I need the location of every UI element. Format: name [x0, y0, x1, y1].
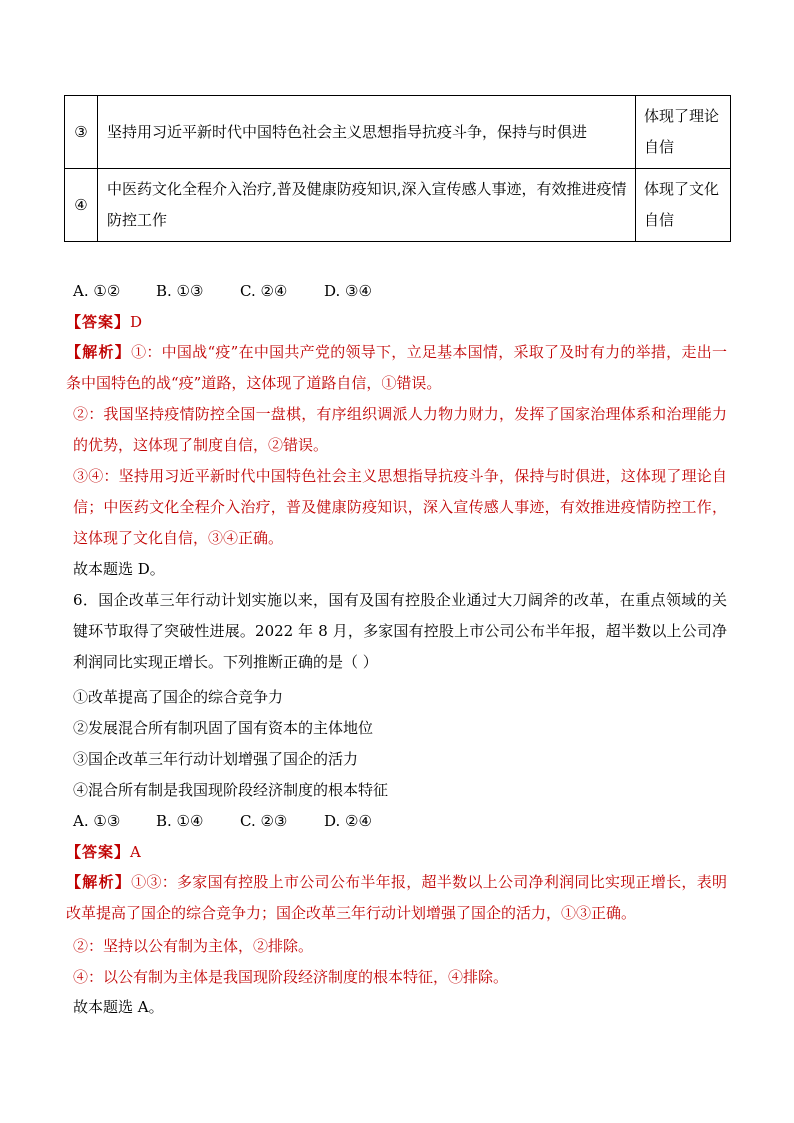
q5-analysis-3: ③④：坚持用习近平新时代中国特色社会主义思想指导抗疫斗争，保持与时俱进，这体现了理论自信；中医药文化全程介入治疗，普及健康防疫知识，深入宣传感人事迹，有效推进疫情防控工作，这体现了文化自信，③④正确。: [73, 467, 727, 547]
choice-c: C. ②③: [240, 812, 288, 830]
options-table: [64, 95, 731, 242]
q5-conclusion: 故本题选 D。: [73, 560, 165, 578]
q6-answer: [66, 841, 141, 863]
answer-value: D: [130, 313, 143, 331]
table-row: [65, 96, 731, 169]
choice-b: B. ①③: [156, 282, 204, 300]
answer-value: A: [130, 843, 141, 861]
row-number: ④: [65, 169, 98, 242]
choice-c: C. ②④: [240, 282, 288, 300]
q6-option-1: ①改革提高了国企的综合竞争力: [73, 688, 284, 706]
answer-label: 【答案】: [66, 843, 131, 861]
analysis-text: ①③：多家国有控股上市公司公布半年报，超半数以上公司净利润同比实现正增长，表明改革提高了国企的综合竞争力；国企改革三年行动计划增强了国企的活力，①③正确。: [66, 873, 727, 922]
row-result: 体现了文化自信: [636, 169, 731, 242]
q6-analysis-1: [66, 867, 727, 929]
q5-answer: [66, 311, 142, 333]
analysis-label: 【解析】: [66, 873, 132, 891]
choice-a: A. ①③: [73, 812, 121, 830]
answer-label: 【答案】: [66, 313, 131, 331]
table-row: [65, 169, 731, 242]
row-number: ③: [65, 96, 98, 169]
row-text: 中医药文化全程介入治疗,普及健康防疫知识,深入宣传感人事迹，有效推进疫情防控工作: [98, 169, 636, 242]
q6-option-4: ④混合所有制是我国现阶段经济制度的根本特征: [73, 781, 389, 799]
row-result: 体现了理论自信: [636, 96, 731, 169]
q6-choices: [73, 810, 372, 832]
q5-analysis-1: [66, 337, 727, 399]
choice-d: D. ③④: [324, 282, 372, 300]
q5-analysis-2: ②：我国坚持疫情防控全国一盘棋，有序组织调派人力物力财力，发挥了国家治理体系和治理能力的优势，这体现了制度自信，②错误。: [73, 405, 727, 454]
choice-d: D. ②④: [324, 812, 372, 830]
q6-option-2: ②发展混合所有制巩固了国有资本的主体地位: [73, 719, 374, 737]
analysis-text: ①：中国战“疫”在中国共产党的领导下，立足基本国情，采取了及时有力的举措，走出一条中国特色的战“疫”道路，这体现了道路自信，①错误。: [66, 343, 727, 392]
q6-option-3: ③国企改革三年行动计划增强了国企的活力: [73, 750, 359, 768]
analysis-label: 【解析】: [66, 343, 132, 361]
q6-analysis-2: ②：坚持以公有制为主体，②排除。: [73, 937, 314, 955]
q6-conclusion: 故本题选 A。: [73, 998, 164, 1016]
choice-b: B. ①④: [156, 812, 204, 830]
q5-choices: [73, 280, 372, 302]
q6-stem: 6．国企改革三年行动计划实施以来，国有及国有控股企业通过大刀阔斧的改革，在重点领域的关键环节取得了突破性进展。2022 年 8 月，多家国有控股上市公司公布半年报，超半数以上公司净利润同比实现正增长。下列推断正确的是（ ）: [73, 591, 727, 671]
choice-a: A. ①②: [73, 282, 121, 300]
q6-analysis-3: ④：以公有制为主体是我国现阶段经济制度的根本特征，④排除。: [73, 968, 509, 986]
row-text: 坚持用习近平新时代中国特色社会主义思想指导抗疫斗争，保持与时俱进: [98, 96, 636, 169]
